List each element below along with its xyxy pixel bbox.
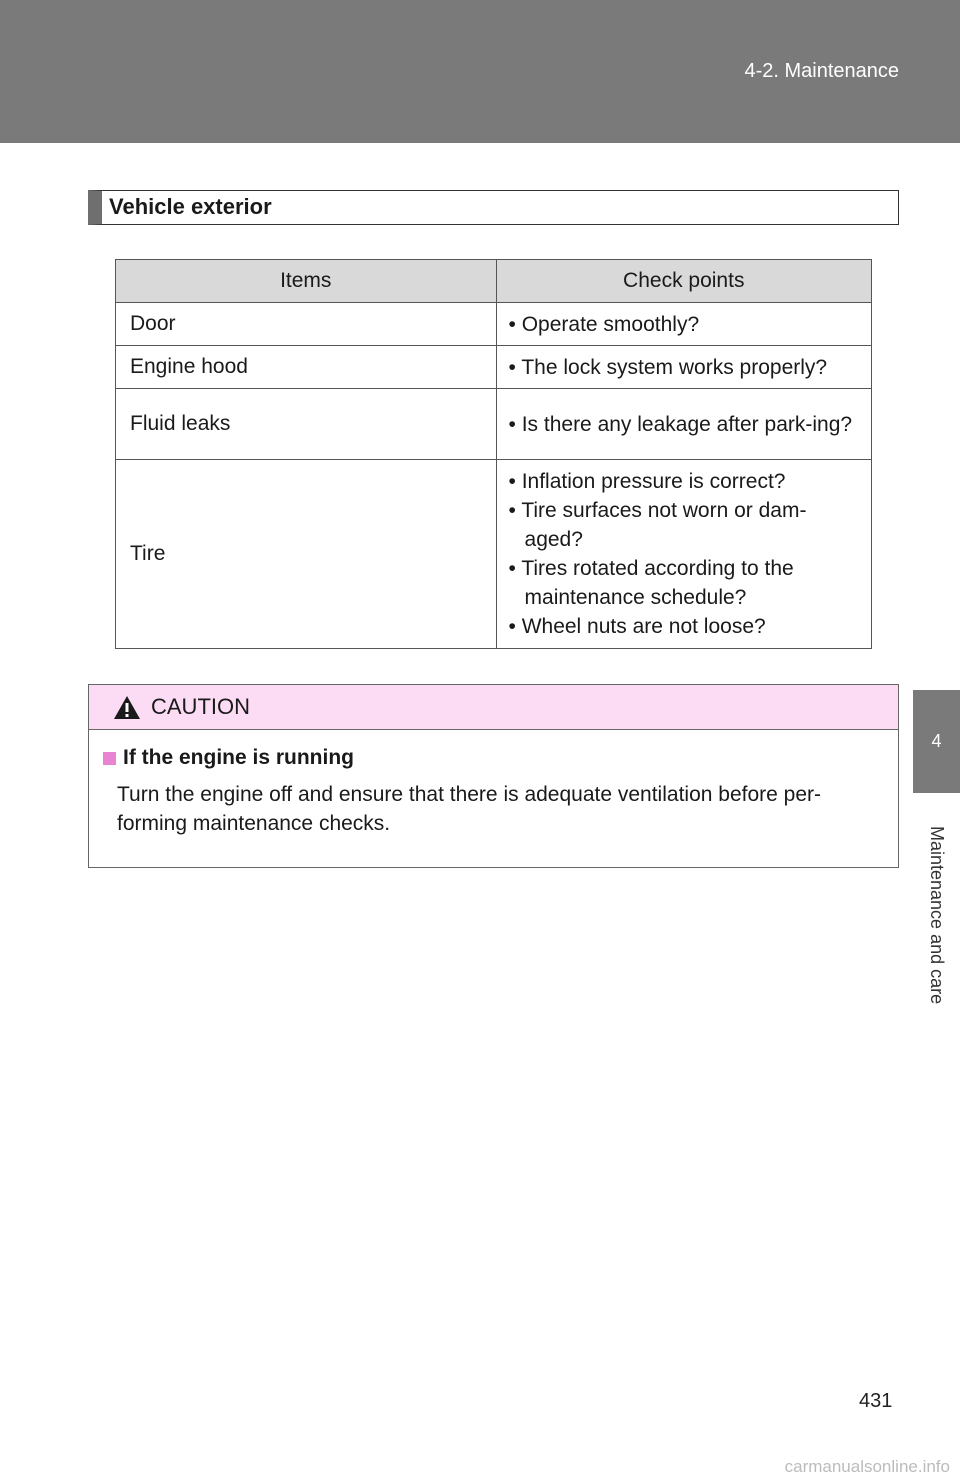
column-header-check-points: Check points [496,260,871,303]
table-row [116,303,872,346]
caution-body [89,730,898,838]
table-row [116,389,872,460]
watermark: carmanualsonline.info [784,1457,950,1476]
warning-triangle-icon [113,695,141,720]
check-points-cell [496,346,871,389]
check-points-cell [496,460,871,649]
caution-title: CAUTION [151,694,250,719]
check-points-cell [496,389,871,460]
caution-box [88,684,899,868]
column-header-items: Items [116,260,497,303]
header-section-label: 4-2. Maintenance [744,60,899,82]
square-bullet-icon [103,752,116,765]
check-point: • Wheel nuts are not loose? [508,615,766,638]
chapter-tab-label-text: Maintenance and care [927,825,947,1005]
caution-subtitle: If the engine is running [123,746,354,769]
table-row [116,346,872,389]
check-point: • The lock system works properly? [508,355,828,379]
caution-subtitle-row [103,746,884,770]
page-number: 431 [859,1390,893,1412]
caution-header [89,685,898,730]
check-point: • Inflation pressure is correct? [508,470,786,493]
table-row [116,460,872,649]
check-point: • Operate smoothly? [508,312,700,336]
check-point: • Tire surfaces not worn or dam-aged? [508,499,807,551]
item-cell: Door [116,303,497,346]
chapter-tab-number[interactable]: 4 [913,690,960,793]
item-cell: Engine hood [116,346,497,389]
check-point: • Is there any leakage after park-ing? [508,412,853,436]
check-points-cell [496,303,871,346]
section-title: Vehicle exterior [88,190,899,225]
page-header [0,0,960,143]
table-header-row [116,260,872,303]
check-table [115,259,872,649]
item-cell: Fluid leaks [116,389,497,460]
caution-text: Turn the engine off and ensure that there is adequate ventilation before per-forming maintenance checks. [117,783,821,835]
check-point: • Tires rotated according to the maintenance schedule? [508,557,794,609]
chapter-tab-label [913,800,960,1030]
item-cell: Tire [116,460,497,649]
